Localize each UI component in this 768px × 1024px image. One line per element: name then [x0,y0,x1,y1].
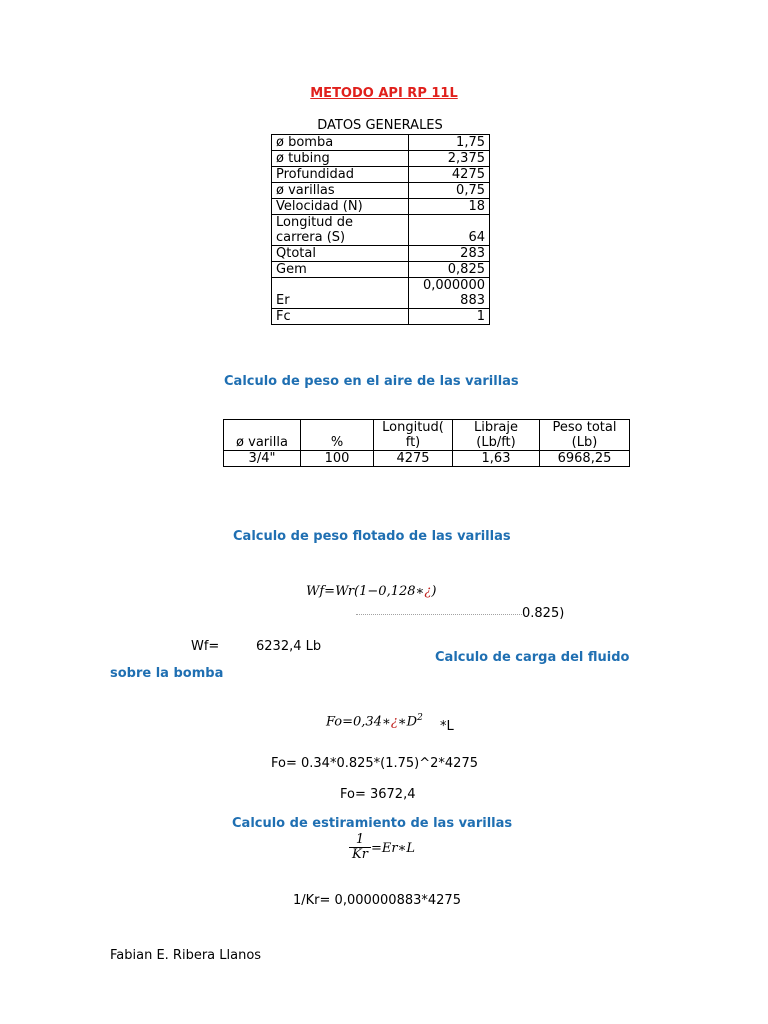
general-data-table [271,134,490,325]
equation-fo: $Fo=0,34∗¿∗D^2$ [326,713,423,730]
equation-kr-rhs: =Er∗L [371,841,416,856]
table-header-row: ø varilla % Longitud( ft) Libraje (Lb/ft) Peso total (Lb) [224,420,630,451]
heading-fluid-load: Calculo de carga del fluido [435,650,630,665]
wf-label: Wf= [191,639,220,654]
rod-weight-table [223,419,630,467]
table-row: ø bomba 1,75 [272,135,490,151]
kr-expression: 1/Kr= 0,000000883*4275 [293,893,461,908]
heading-air-weight: Calculo de peso en el aire de las varillas [224,374,519,389]
table-row: 3/4" 100 4275 1,63 6968,25 [224,451,630,467]
equation-fo-tail: *L [440,719,454,734]
table-row: ø tubing 2,375 [272,151,490,167]
table-row: Fc 1 [272,309,490,325]
table-row: Er 0,000000 883 [272,278,490,309]
general-caption: DATOS GENERALES [317,118,443,133]
doc-title: METODO API RP 11L [310,86,458,101]
table-row: Profundidad 4275 [272,167,490,183]
fo-expression: Fo= 0.34*0.825*(1.75)^2*4275 [271,756,478,771]
table-row: Qtotal 283 [272,246,490,262]
fo-result: Fo= 3672,4 [340,787,416,802]
overlapped-text-fragment [356,614,522,621]
equation-kr-fraction: 1 Kr [349,833,371,862]
table-row: Gem 0,825 [272,262,490,278]
heading-fluid-load-cont: sobre la bomba [110,666,224,681]
heading-rod-stretch: Calculo de estiramiento de las varillas [232,816,513,831]
table-row: Velocidad (N) 18 [272,199,490,215]
table-row: ø varillas 0,75 [272,183,490,199]
heading-float-weight: Calculo de peso flotado de las varillas [233,529,511,544]
wf-value: 6232,4 Lb [256,639,322,654]
equation-wf: Wf=Wr(1−0,128∗¿) [306,584,437,599]
equation-wf-partial: 0.825) [522,606,565,621]
author-footer: Fabian E. Ribera Llanos [110,948,262,963]
table-row: Longitud de carrera (S) 64 [272,215,490,246]
